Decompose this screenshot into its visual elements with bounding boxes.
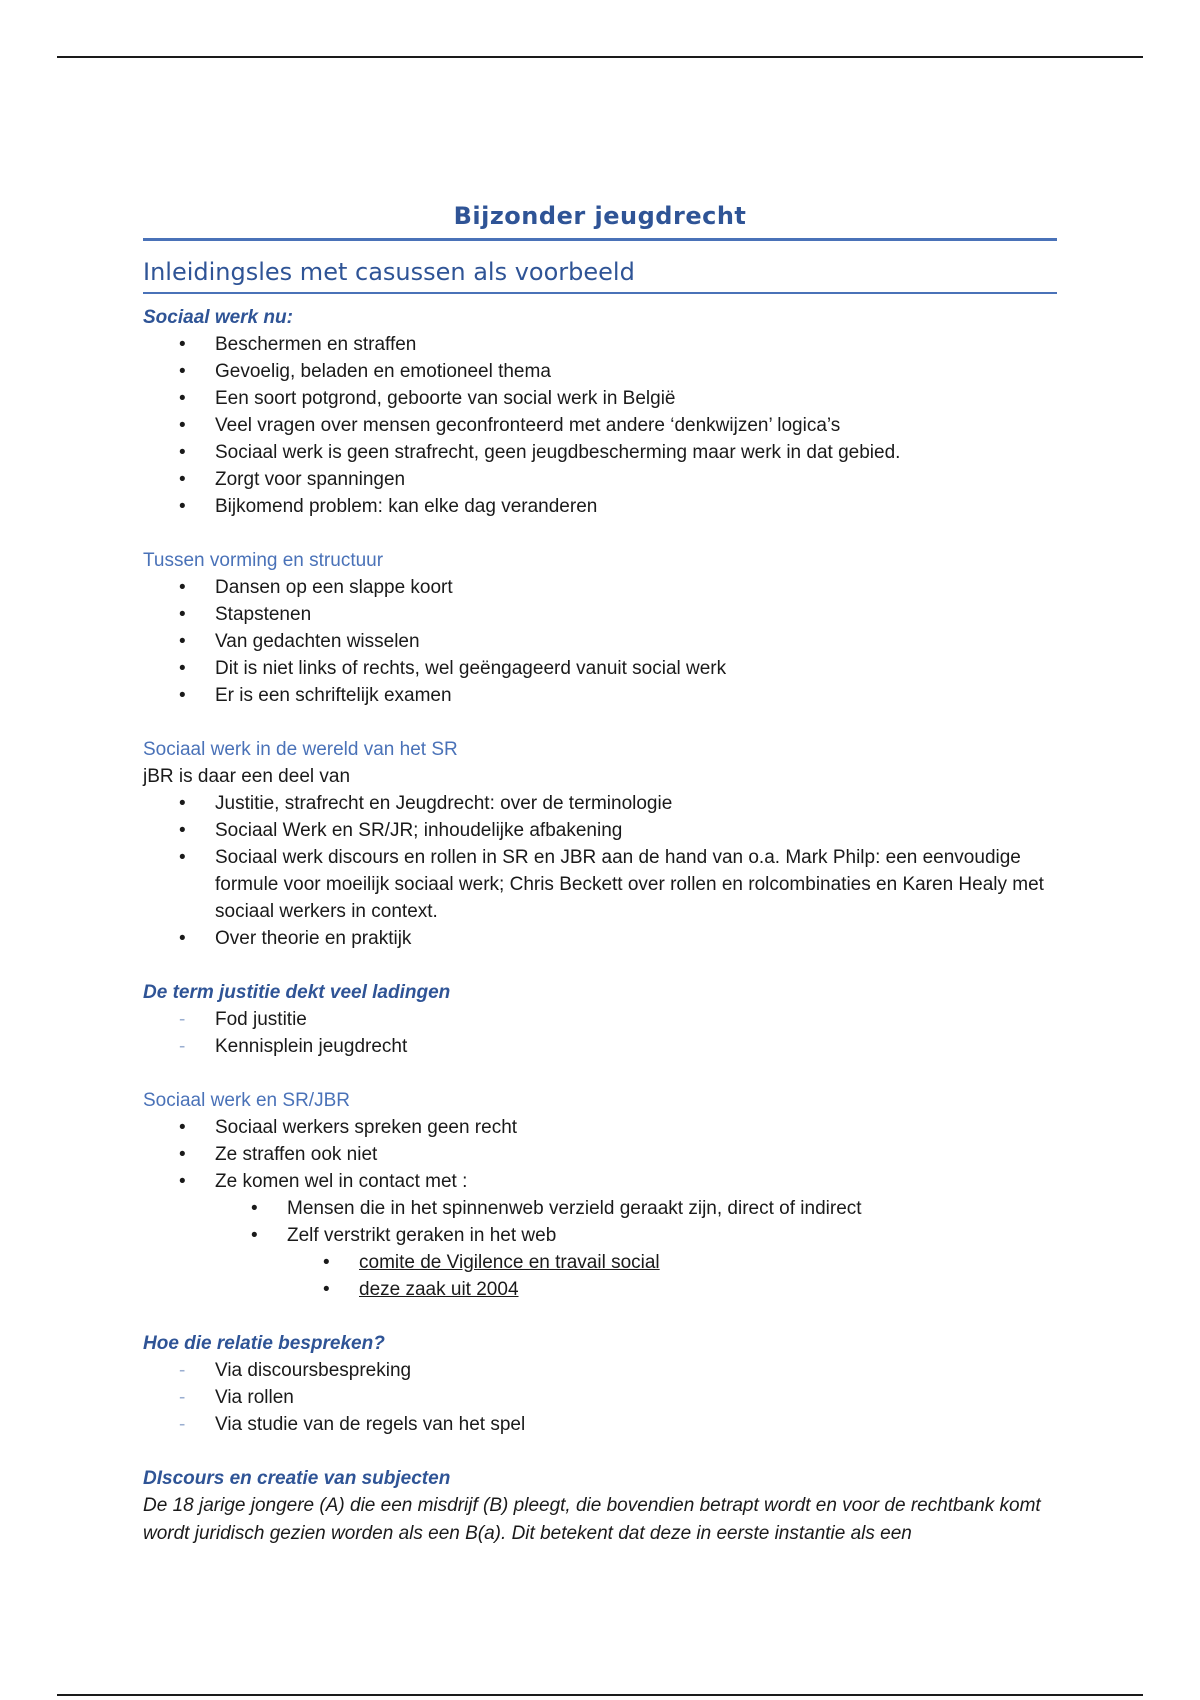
bullet-marker: • <box>179 847 186 868</box>
bullet-marker: • <box>179 631 186 652</box>
bullet-marker: • <box>179 1171 186 1192</box>
bullet-marker: • <box>179 1144 186 1165</box>
document-title: Bijzonder jeugdrecht <box>143 200 1057 241</box>
bullet-marker: • <box>179 658 186 679</box>
header-rule <box>57 56 1143 58</box>
bullet-list <box>143 574 1057 709</box>
bullet-marker: • <box>179 820 186 841</box>
list-item: • Sociaal werk discours en rollen in SR en JBR aan de hand van o.a. Mark Philp: een eenvoudige formule voor moeilijk sociaal werk; Chris Beckett over rollen en rolcombinaties en Karen Healy met sociaal werkers in context. <box>143 844 1057 925</box>
bullet-marker: • <box>251 1198 258 1219</box>
dash-marker: - <box>179 1360 186 1381</box>
document-subtitle: Inleidingsles met casussen als voorbeeld <box>143 255 1057 294</box>
bullet-marker: • <box>251 1225 258 1246</box>
section-heading: Sociaal werk in de wereld van het SR <box>143 739 458 760</box>
section-heading: Sociaal werk en SR/JBR <box>143 1090 350 1111</box>
list-item: • Mensen die in het spinnenweb verzield geraakt zijn, direct of indirect <box>143 1195 1057 1222</box>
dash-marker: - <box>179 1387 186 1408</box>
document-page <box>143 200 1057 1548</box>
nested-bullet-list <box>143 1195 1057 1249</box>
section-heading: Tussen vorming en structuur <box>143 550 384 571</box>
bullet-marker: • <box>323 1279 330 1300</box>
bullet-marker: • <box>179 361 186 382</box>
list-item: • Sociaal werk is geen strafrecht, geen jeugdbescherming maar werk in dat gebied. <box>143 439 1057 466</box>
bullet-marker: • <box>179 577 186 598</box>
list-item: • Dansen op een slappe koort <box>143 574 1057 601</box>
list-item: - Kennisplein jeugdrecht <box>143 1033 1057 1060</box>
bullet-marker: • <box>179 415 186 436</box>
bullet-marker: • <box>179 1117 186 1138</box>
list-item: • Van gedachten wisselen <box>143 628 1057 655</box>
section-heading: DIscours en creatie van subjecten <box>143 1468 451 1489</box>
list-item: • Er is een schriftelijk examen <box>143 682 1057 709</box>
list-item: • Dit is niet links of rechts, wel geëngageerd vanuit social werk <box>143 655 1057 682</box>
list-item: • Een soort potgrond, geboorte van social werk in België <box>143 385 1057 412</box>
footer-rule <box>57 1694 1143 1696</box>
list-item: • Bijkomend problem: kan elke dag veranderen <box>143 493 1057 520</box>
section-heading: De term justitie dekt veel ladingen <box>143 982 451 1003</box>
list-item: • Sociaal Werk en SR/JR; inhoudelijke afbakening <box>143 817 1057 844</box>
bullet-marker: • <box>179 388 186 409</box>
dash-marker: - <box>179 1414 186 1435</box>
bullet-list <box>143 790 1057 952</box>
dash-marker: - <box>179 1009 186 1030</box>
list-item <box>143 1276 1057 1303</box>
bullet-marker: • <box>179 442 186 463</box>
link-deze-zaak[interactable]: deze zaak uit 2004 <box>359 1279 519 1300</box>
list-item: • Zorgt voor spanningen <box>143 466 1057 493</box>
bullet-marker: • <box>179 469 186 490</box>
dash-list <box>143 1357 1057 1438</box>
dash-list <box>143 1006 1057 1060</box>
section-heading: Sociaal werk nu: <box>143 307 293 328</box>
bullet-marker: • <box>179 604 186 625</box>
list-item: - Via rollen <box>143 1384 1057 1411</box>
bullet-marker: • <box>179 685 186 706</box>
list-item: • Sociaal werkers spreken geen recht <box>143 1114 1057 1141</box>
link-list <box>143 1249 1057 1303</box>
bullet-marker: • <box>179 496 186 517</box>
list-item: • Justitie, strafrecht en Jeugdrecht: over de terminologie <box>143 790 1057 817</box>
body-paragraph: De 18 jarige jongere (A) die een misdrijf (B) pleegt, die bovendien betrapt wordt en voor de rechtbank komt wordt juridisch gezien worden als een B(a). Dit betekent dat deze in eerste instantie als een <box>143 1495 1041 1544</box>
list-item <box>143 1249 1057 1276</box>
list-item: - Via studie van de regels van het spel <box>143 1411 1057 1438</box>
list-item: • Ze komen wel in contact met : <box>143 1168 1057 1195</box>
link-comite-de-vigilence[interactable]: comite de Vigilence en travail social <box>359 1252 660 1273</box>
list-item: • Veel vragen over mensen geconfronteerd met andere ‘denkwijzen’ logica’s <box>143 412 1057 439</box>
list-item: • Over theorie en praktijk <box>143 925 1057 952</box>
bullet-marker: • <box>179 793 186 814</box>
list-item: • Beschermen en straffen <box>143 331 1057 358</box>
section-intro: jBR is daar een deel van <box>143 766 351 787</box>
dash-marker: - <box>179 1036 186 1057</box>
bullet-marker: • <box>323 1252 330 1273</box>
list-item: - Fod justitie <box>143 1006 1057 1033</box>
bullet-marker: • <box>179 334 186 355</box>
bullet-list <box>143 331 1057 520</box>
list-item: • Gevoelig, beladen en emotioneel thema <box>143 358 1057 385</box>
list-item: • Stapstenen <box>143 601 1057 628</box>
bullet-marker: • <box>179 928 186 949</box>
section-heading: Hoe die relatie bespreken? <box>143 1333 385 1354</box>
list-item: • Ze straffen ook niet <box>143 1141 1057 1168</box>
list-item: - Via discoursbespreking <box>143 1357 1057 1384</box>
bullet-list <box>143 1114 1057 1195</box>
list-item: • Zelf verstrikt geraken in het web <box>143 1222 1057 1249</box>
